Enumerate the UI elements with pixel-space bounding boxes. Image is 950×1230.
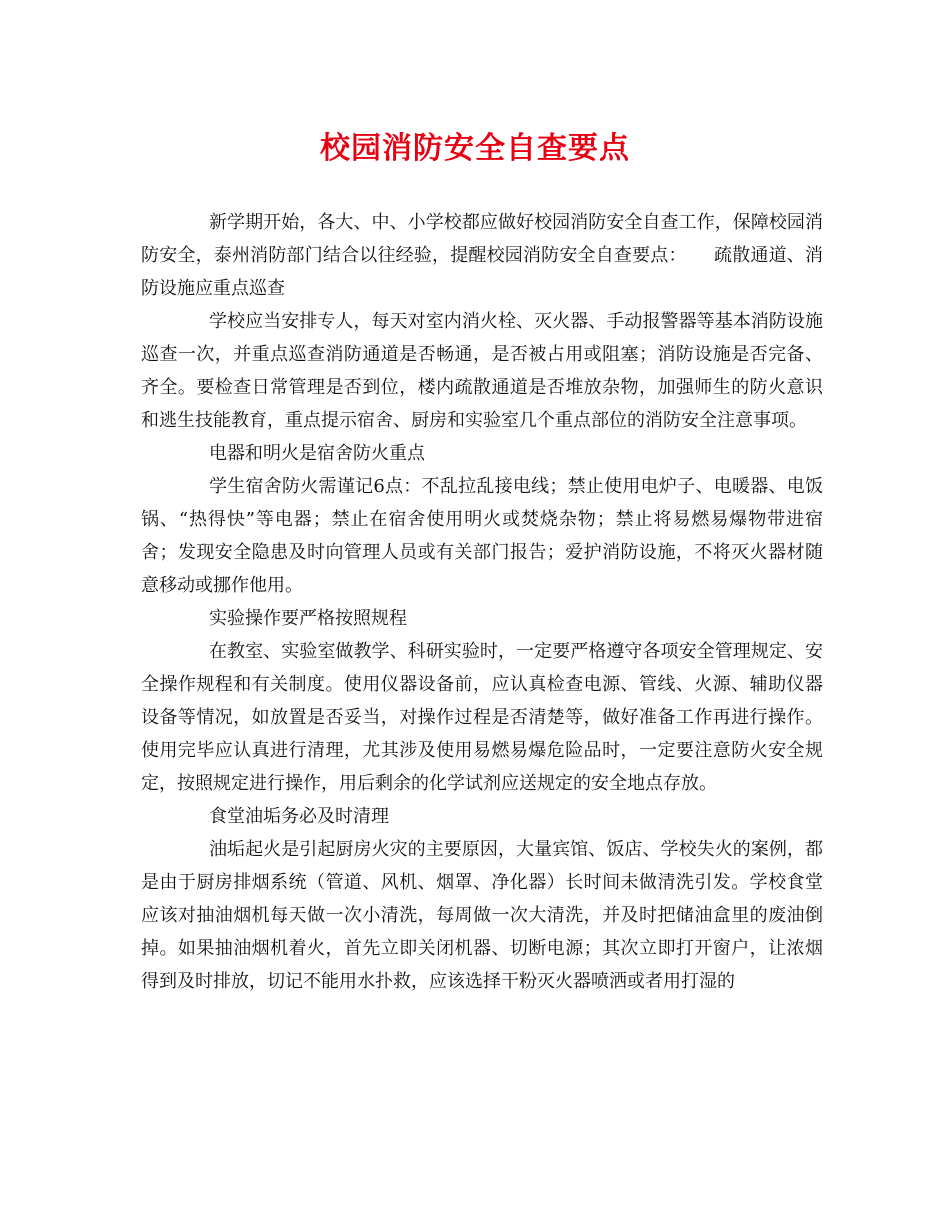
section-heading-laboratory: 实验操作要严格按照规程 [209, 608, 407, 629]
laboratory-paragraph: 在教室、实验室做教学、科研实验时，一定要严格遵守各项安全管理规定、安全操作规程和有关制度。使用仪器设备前，应认真检查电源、管线、火源、辅助仪器设备等情况，如放置是否妥当，对操作过程是否清楚等，做好准备工作再进行操作。使用完毕应认真进行清理，尤其涉及使用易燃易爆危险品时，一定要注意防火安全规定，按照规定进行操作，用后剩余的化学试剂应送规定的安全地点存放。 [141, 641, 823, 794]
dormitory-paragraph: 学生宿舍防火需谨记6点：不乱拉乱接电线；禁止使用电炉子、电暖器、电饭锅、“热得快”等电器；禁止在宿舍使用明火或焚烧杂物；禁止将易燃易爆物带进宿舍；发现安全隐患及时向管理人员或有关部门报告；爱护消防设施，不将灭火器材随意移动或挪作他用。 [141, 476, 823, 596]
intro-paragraph: 新学期开始，各大、中、小学校都应做好校园消防安全自查工作，保障校园消防安全，泰州消防部门结合以往经验，提醒校园消防安全自查要点： 疏散通道、消防设施应重点巡查 [141, 212, 823, 299]
section-heading-canteen: 食堂油垢务必及时清理 [209, 806, 389, 827]
document-body [141, 206, 823, 998]
canteen-paragraph: 油垢起火是引起厨房火灾的主要原因，大量宾馆、饭店、学校失火的案例，都是由于厨房排烟系统（管道、风机、烟罩、净化器）长时间未做清洗引发。学校食堂应该对抽油烟机每天做一次小清洗，每周做一次大清洗，并及时把储油盒里的废油倒掉。如果抽油烟机着火，首先立即关闭机器、切断电源；其次立即打开窗户，让浓烟得到及时排放，切记不能用水扑救，应该选择干粉灭火器喷洒或者用打湿的 [141, 839, 823, 992]
patrol-paragraph: 学校应当安排专人，每天对室内消火栓、灭火器、手动报警器等基本消防设施巡查一次，并重点巡查消防通道是否畅通，是否被占用或阻塞；消防设施是否完备、齐全。要检查日常管理是否到位，楼内疏散通道是否堆放杂物，加强师生的防火意识和逃生技能教育，重点提示宿舍、厨房和实验室几个重点部位的消防安全注意事项。 [141, 311, 823, 431]
section-heading-dormitory: 电器和明火是宿舍防火重点 [209, 443, 425, 464]
document-title: 校园消防安全自查要点 [320, 131, 630, 166]
